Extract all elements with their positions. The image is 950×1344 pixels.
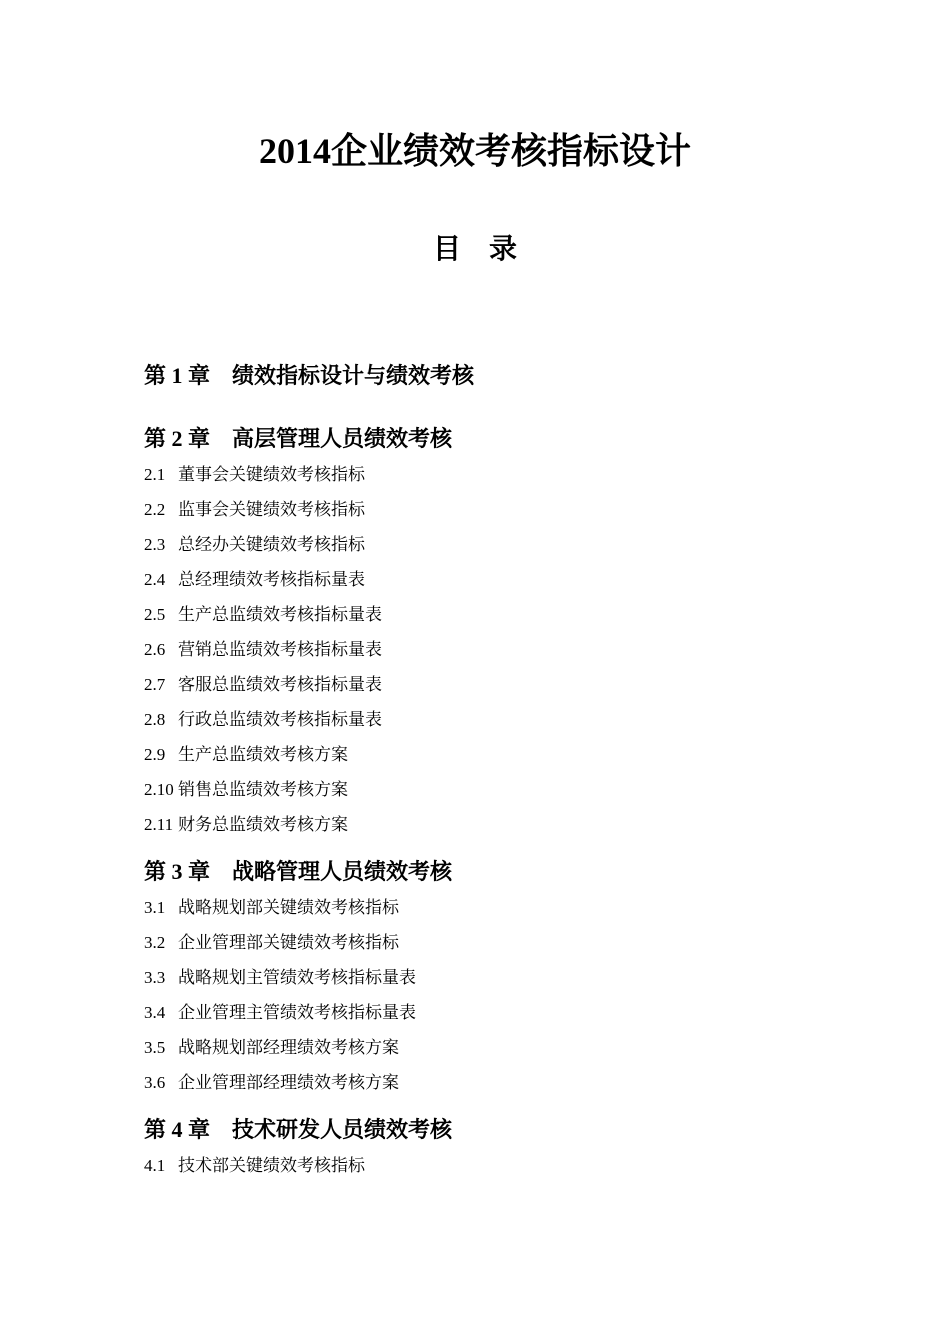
- toc-chapter-label: 高层管理人员绩效考核: [232, 426, 453, 451]
- toc-chapter-title[interactable]: [144, 1114, 844, 1146]
- toc-section-item[interactable]: [144, 807, 844, 842]
- toc-section-item[interactable]: [144, 890, 844, 925]
- toc-chapter-number: 第 1 章: [144, 363, 211, 388]
- toc-chapter: [144, 1114, 844, 1183]
- toc-section-label: 企业管理部经理绩效考核方案: [178, 1073, 399, 1092]
- toc-chapter-label: 战略管理人员绩效考核: [232, 859, 453, 884]
- toc-section-number: 2.8: [144, 710, 166, 729]
- table-of-contents: [144, 360, 844, 1183]
- toc-section-list: [144, 1148, 844, 1183]
- toc-section-number: 2.11: [144, 815, 174, 834]
- toc-section-label: 客服总监绩效考核指标量表: [178, 675, 382, 694]
- toc-chapter-number: 第 4 章: [144, 1117, 211, 1142]
- toc-chapter-title[interactable]: [144, 856, 844, 888]
- toc-section-label: 营销总监绩效考核指标量表: [178, 640, 382, 659]
- toc-section-label: 财务总监绩效考核方案: [178, 815, 348, 834]
- toc-section-label: 战略规划部关键绩效考核指标: [178, 898, 399, 917]
- toc-chapter: [144, 856, 844, 1100]
- toc-section-label: 董事会关键绩效考核指标: [178, 465, 365, 484]
- toc-section-number: 2.5: [144, 605, 166, 624]
- toc-section-item[interactable]: [144, 492, 844, 527]
- toc-section-item[interactable]: [144, 1148, 844, 1183]
- toc-section-item[interactable]: [144, 1065, 844, 1100]
- toc-chapter-title[interactable]: [144, 423, 844, 455]
- toc-section-number: 2.9: [144, 745, 166, 764]
- toc-heading: 目录: [432, 234, 545, 265]
- toc-section-label: 技术部关键绩效考核指标: [178, 1156, 365, 1175]
- toc-section-label: 销售总监绩效考核方案: [178, 780, 348, 799]
- toc-section-number: 2.10: [144, 780, 174, 799]
- toc-chapter: [144, 423, 844, 842]
- toc-section-label: 监事会关键绩效考核指标: [178, 500, 365, 519]
- toc-section-number: 3.5: [144, 1038, 166, 1057]
- document-title: 2014企业绩效考核指标设计: [258, 131, 691, 171]
- toc-section-item[interactable]: [144, 562, 844, 597]
- toc-section-item[interactable]: [144, 457, 844, 492]
- toc-section-list: [144, 457, 844, 842]
- toc-section-number: 2.2: [144, 500, 166, 519]
- toc-section-number: 3.4: [144, 1003, 166, 1022]
- toc-chapter-label: 绩效指标设计与绩效考核: [232, 363, 475, 388]
- toc-section-item[interactable]: [144, 772, 844, 807]
- toc-section-number: 2.1: [144, 465, 166, 484]
- toc-section-item[interactable]: [144, 597, 844, 632]
- toc-section-number: 2.6: [144, 640, 166, 659]
- toc-section-label: 总经理绩效考核指标量表: [178, 570, 365, 589]
- toc-section-item[interactable]: [144, 632, 844, 667]
- toc-section-item[interactable]: [144, 925, 844, 960]
- toc-chapter-label: 技术研发人员绩效考核: [232, 1117, 453, 1142]
- toc-section-label: 战略规划主管绩效考核指标量表: [178, 968, 416, 987]
- toc-section-label: 行政总监绩效考核指标量表: [178, 710, 382, 729]
- toc-section-label: 企业管理部关键绩效考核指标: [178, 933, 399, 952]
- toc-section-number: 3.3: [144, 968, 166, 987]
- toc-section-label: 总经办关键绩效考核指标: [178, 535, 365, 554]
- toc-section-label: 战略规划部经理绩效考核方案: [178, 1038, 399, 1057]
- toc-section-item[interactable]: [144, 702, 844, 737]
- toc-section-item[interactable]: [144, 1030, 844, 1065]
- toc-section-label: 生产总监绩效考核方案: [178, 745, 348, 764]
- toc-section-item[interactable]: [144, 960, 844, 995]
- toc-section-number: 3.6: [144, 1073, 166, 1092]
- toc-section-list: [144, 890, 844, 1100]
- toc-section-number: 2.7: [144, 675, 166, 694]
- toc-section-number: 4.1: [144, 1156, 166, 1175]
- toc-section-label: 生产总监绩效考核指标量表: [178, 605, 382, 624]
- toc-chapter: [144, 360, 844, 392]
- toc-section-item[interactable]: [144, 995, 844, 1030]
- toc-section-label: 企业管理主管绩效考核指标量表: [178, 1003, 416, 1022]
- toc-chapter-number: 第 2 章: [144, 426, 211, 451]
- toc-section-item[interactable]: [144, 527, 844, 562]
- toc-section-number: 2.3: [144, 535, 166, 554]
- toc-chapter-title[interactable]: [144, 360, 844, 392]
- toc-section-number: 3.2: [144, 933, 166, 952]
- toc-section-item[interactable]: [144, 737, 844, 772]
- toc-chapter-number: 第 3 章: [144, 859, 211, 884]
- toc-section-number: 3.1: [144, 898, 166, 917]
- toc-section-number: 2.4: [144, 570, 166, 589]
- toc-section-item[interactable]: [144, 667, 844, 702]
